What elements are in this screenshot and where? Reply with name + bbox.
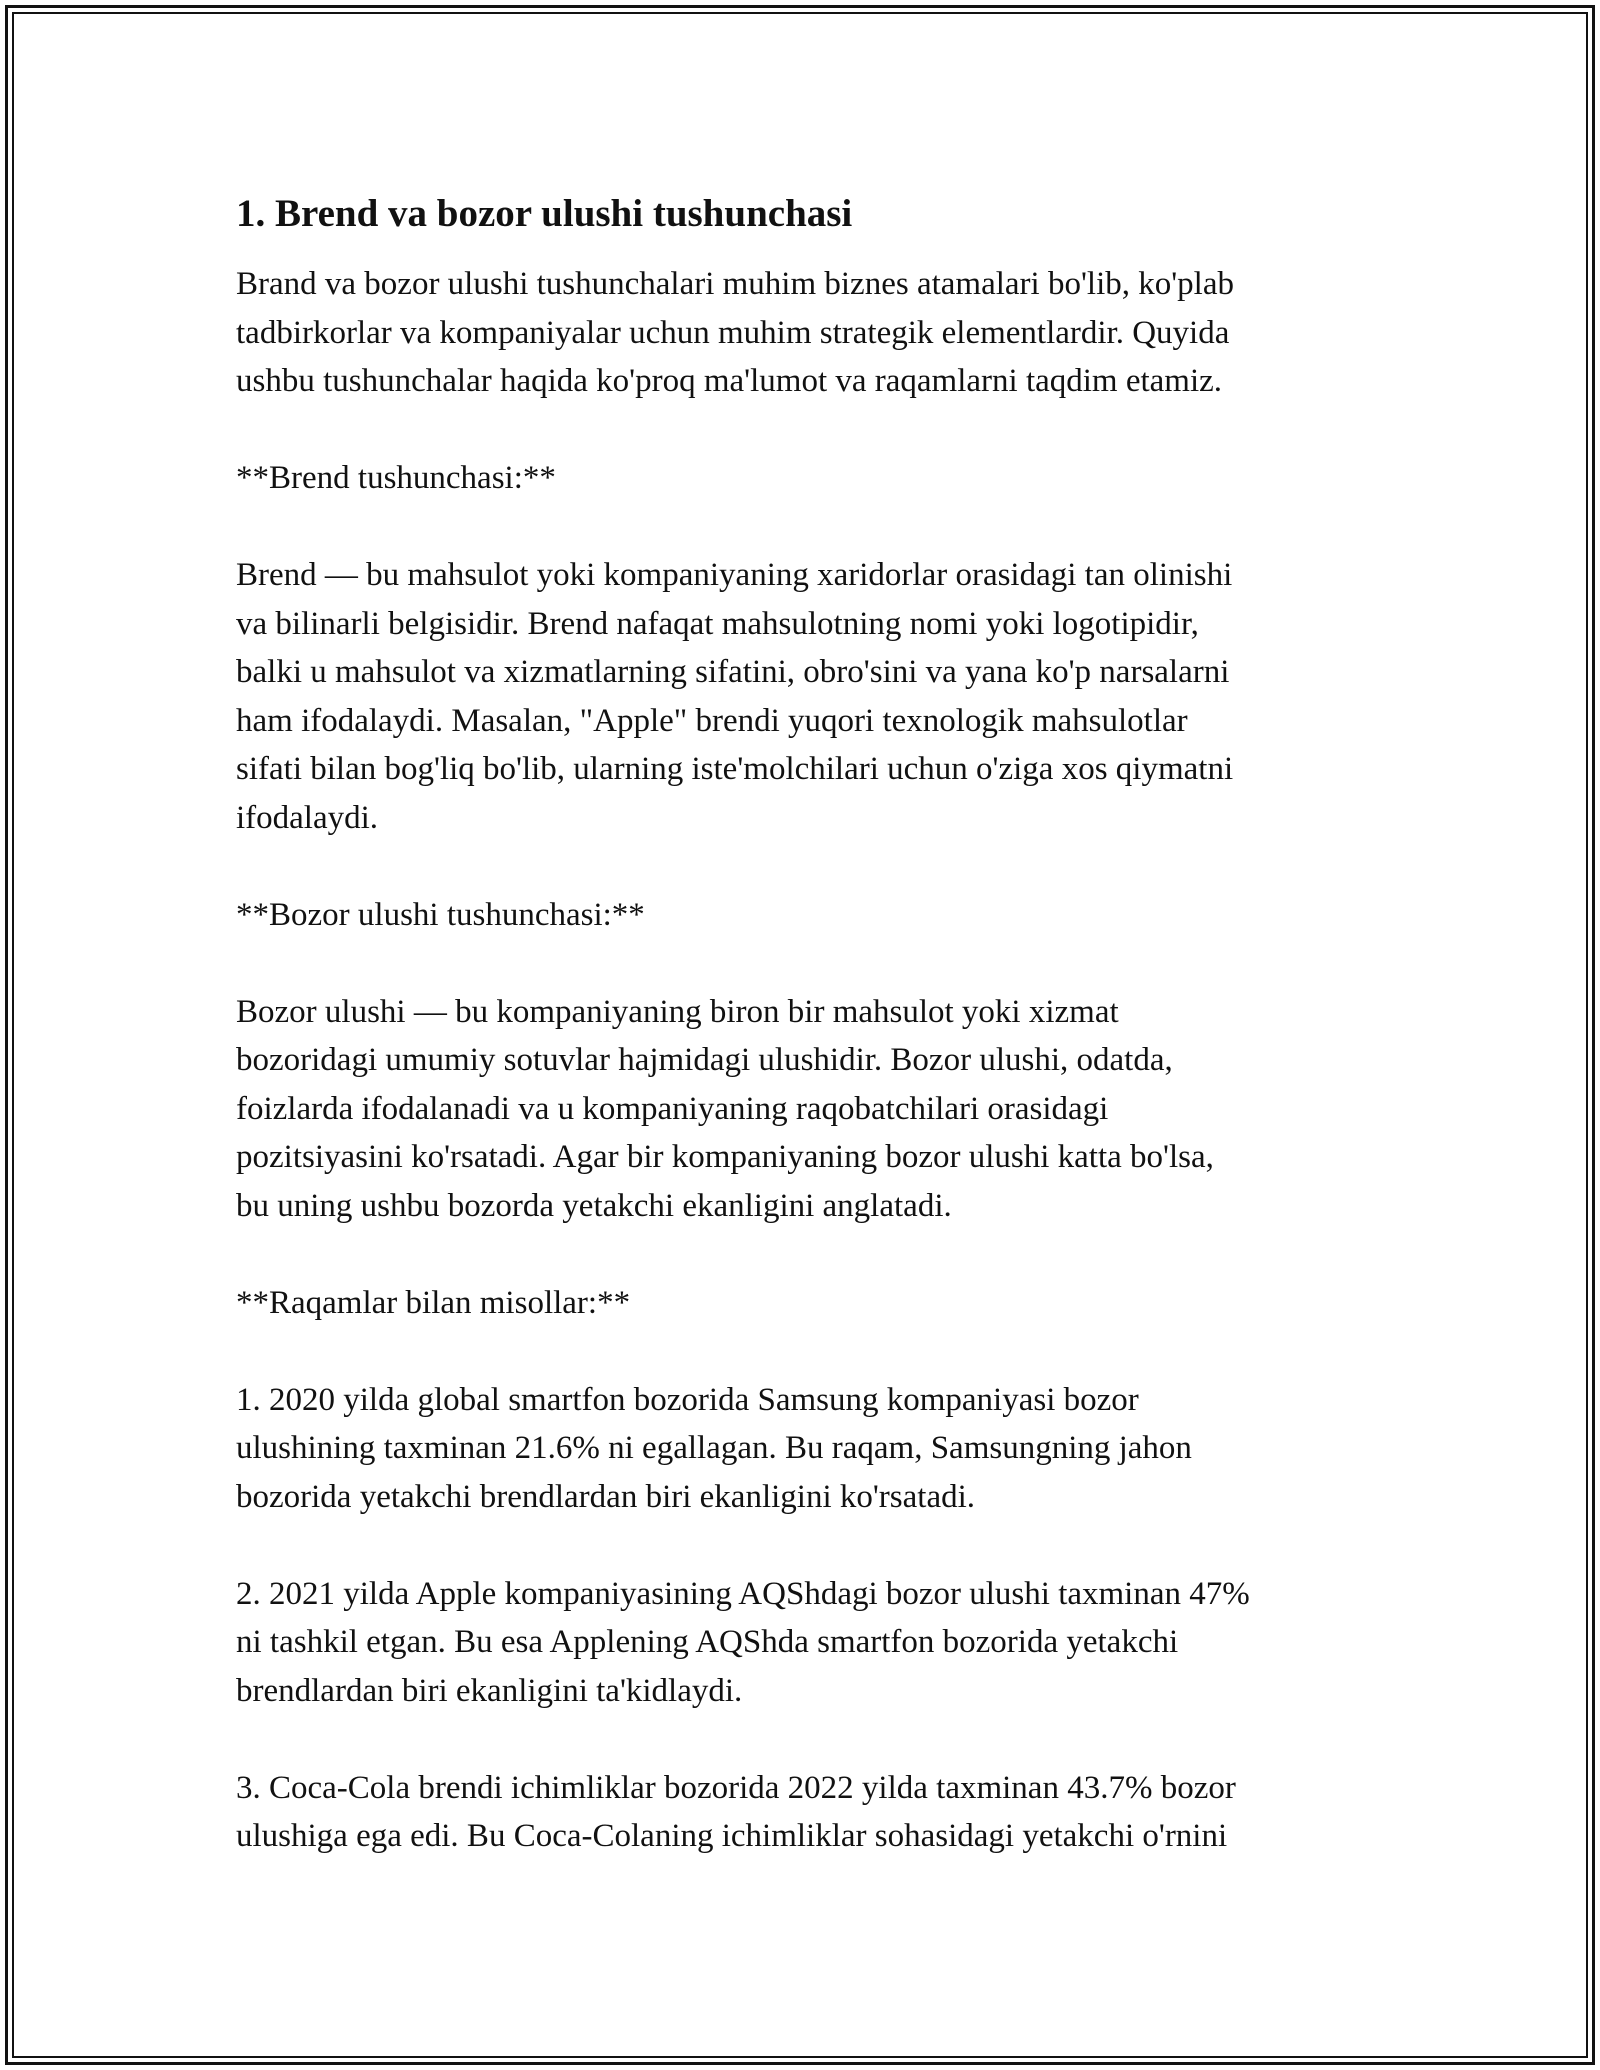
paragraph-gap — [236, 939, 1376, 988]
paragraph — [236, 260, 1376, 406]
text-line: Brend — bu mahsulot yoki kompaniyaning xaridorlar orasidagi tan olinishi — [236, 557, 1233, 593]
text-line: bu uning ushbu bozorda yetakchi ekanligini anglatadi. — [236, 1187, 952, 1224]
paragraph — [236, 1376, 1376, 1522]
text-line: va bilinarli belgisidir. Brend nafaqat mahsulotning nomi yoki logotipidir, — [236, 605, 1199, 642]
text-line: balki u mahsulot va xizmatlarning sifatini, obro'sini va yana ko'p narsalarni — [236, 654, 1230, 690]
text-line: 3. Coca-Cola brendi ichimliklar bozorida 2022 yilda taxminan 43.7% bozor — [236, 1769, 1236, 1806]
paragraph-gap — [236, 503, 1376, 552]
paragraph-gap — [236, 1521, 1376, 1570]
document-body — [236, 186, 1376, 1861]
text-line: ham ifodalaydi. Masalan, "Apple" brendi yuqori texnologik mahsulotlar — [236, 702, 1188, 739]
text-line: ni tashkil etgan. Bu esa Applening AQShda smartfon bozorida yetakchi — [236, 1624, 1179, 1660]
paragraph — [236, 551, 1376, 842]
paragraph-gap — [236, 1230, 1376, 1279]
paragraph-gap — [236, 406, 1376, 455]
text-line: **Bozor ulushi tushunchasi:** — [236, 896, 645, 933]
text-line: ushbu tushunchalar haqida ko'proq ma'lumot va raqamlarni taqdim etamiz. — [236, 363, 1223, 399]
paragraph — [236, 454, 1376, 503]
text-line: pozitsiyasini ko'rsatadi. Agar bir kompaniyaning bozor ulushi katta bo'lsa, — [236, 1139, 1214, 1175]
text-line: ulushining taxminan 21.6% ni egallagan. Bu raqam, Samsungning jahon — [236, 1430, 1192, 1466]
section-title: 1. Brend va bozor ulushi tushunchasi — [236, 192, 853, 235]
paragraph-gap — [236, 842, 1376, 891]
text-line: tadbirkorlar va kompaniyalar uchun muhim strategik elementlardir. Quyida — [236, 314, 1230, 351]
text-line: 1. 2020 yilda global smartfon bozorida Samsung kompaniyasi bozor — [236, 1381, 1139, 1418]
text-line: brendlardan biri ekanligini ta'kidlaydi. — [236, 1672, 743, 1709]
paragraph — [236, 988, 1376, 1231]
text-line: sifati bilan bog'liq bo'lib, ularning iste'molchilari uchun o'ziga xos qiymatni — [236, 751, 1234, 787]
text-line: ulushiga ega edi. Bu Coca-Colaning ichimliklar sohasidagi yetakchi o'rnini — [236, 1818, 1228, 1854]
text-line: ifodalaydi. — [236, 799, 379, 836]
paragraph-gap — [236, 1327, 1376, 1376]
text-line: Brand va bozor ulushi tushunchalari muhim biznes atamalari bo'lib, ko'plab — [236, 266, 1234, 302]
text-line: 2. 2021 yilda Apple kompaniyasining AQShdagi bozor ulushi taxminan 47% — [236, 1575, 1250, 1612]
paragraph — [236, 1764, 1376, 1861]
text-line: bozoridagi umumiy sotuvlar hajmidagi ulushidir. Bozor ulushi, odatda, — [236, 1042, 1173, 1078]
paragraph — [236, 1570, 1376, 1716]
text-line: bozorida yetakchi brendlardan biri ekanligini ko'rsatadi. — [236, 1478, 976, 1515]
text-line: **Brend tushunchasi:** — [236, 460, 556, 496]
paragraph — [236, 891, 1376, 940]
text-line: foizlarda ifodalanadi va u kompaniyaning raqobatchilari orasidagi — [236, 1090, 1109, 1127]
text-line: Bozor ulushi — bu kompaniyaning biron bir mahsulot yoki xizmat — [236, 993, 1119, 1030]
paragraph-list — [236, 260, 1376, 1861]
paragraph-gap — [236, 1715, 1376, 1764]
paragraph — [236, 1279, 1376, 1328]
text-line: **Raqamlar bilan misollar:** — [236, 1284, 631, 1321]
